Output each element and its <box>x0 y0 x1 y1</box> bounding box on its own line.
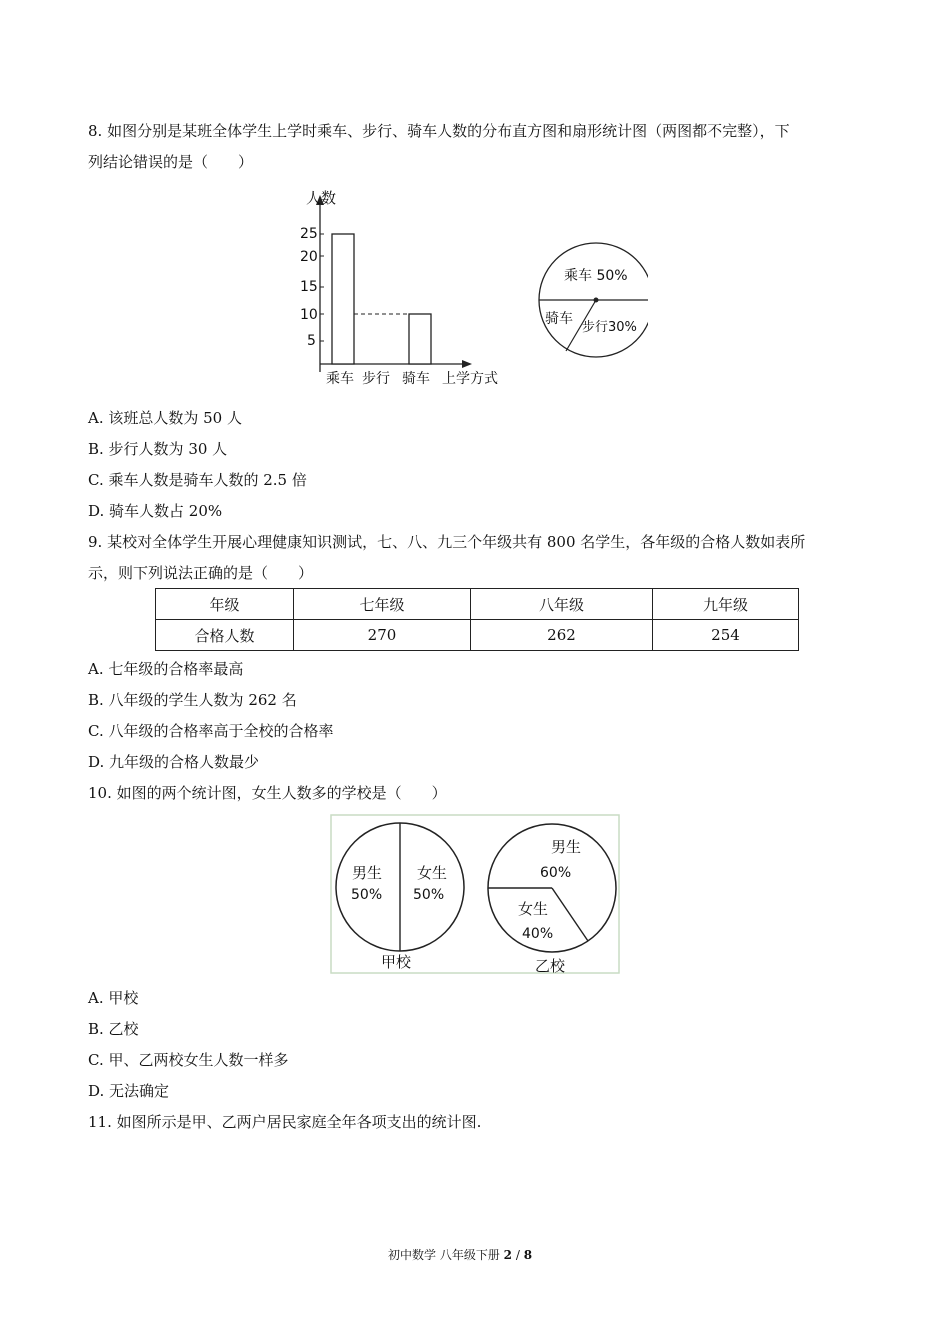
q8-option-a: A. 该班总人数为 50 人 <box>88 409 242 427</box>
q9-option-d: D. 九年级的合格人数最少 <box>88 753 260 771</box>
footer-page: 2 <box>503 1248 513 1262</box>
ytick-5: 5 <box>307 333 316 349</box>
q8-stem-line2: 列结论错误的是（ ） <box>88 153 254 171</box>
q10-option-d: D. 无法确定 <box>88 1082 170 1100</box>
q8-figure <box>296 188 648 388</box>
q10-figure <box>330 814 620 976</box>
footer-sep: / <box>515 1248 520 1262</box>
jia-female-label: 女生 <box>417 864 448 882</box>
table-row <box>156 620 799 651</box>
footer-subject: 初中数学 八年级下册 <box>388 1248 500 1262</box>
xcat-bike: 骑车 <box>402 371 430 387</box>
table-cell: 七年级 <box>294 589 471 620</box>
jia-female-pct: 50% <box>413 887 445 903</box>
q10-stem: 10. 如图的两个统计图，女生人数多的学校是（ ） <box>88 784 447 802</box>
q10-option-b: B. 乙校 <box>88 1020 139 1038</box>
yi-female-label: 女生 <box>518 900 549 918</box>
bar-bike <box>409 314 431 364</box>
page-footer <box>388 1246 532 1263</box>
q8-option-b: B. 步行人数为 30 人 <box>88 440 228 458</box>
yi-female-pct: 40% <box>522 926 554 942</box>
pie-center-dot <box>594 298 599 303</box>
bar-x-arrow <box>462 360 472 368</box>
ytick-25: 25 <box>300 226 318 242</box>
xcat-ride: 乘车 <box>326 371 354 387</box>
table-cell: 254 <box>653 620 799 651</box>
yi-male-label: 男生 <box>551 838 582 856</box>
table-row <box>156 589 799 620</box>
jia-male-label: 男生 <box>352 864 383 882</box>
q10-option-a: A. 甲校 <box>88 989 139 1007</box>
q8-stem-line1: 8. 如图分别是某班全体学生上学时乘车、步行、骑车人数的分布直方图和扇形统计图（两图都不完整），下 <box>88 122 790 140</box>
q9-stem-line1: 9. 某校对全体学生开展心理健康知识测试，七、八、九三个年级共有 800 名学生，各年级的合格人数如表所 <box>88 533 806 551</box>
yi-male-pct: 60% <box>540 865 572 881</box>
xcat-walk: 步行 <box>362 371 390 387</box>
q9-option-a: A. 七年级的合格率最高 <box>88 660 244 678</box>
table-cell: 270 <box>294 620 471 651</box>
table-cell: 262 <box>471 620 653 651</box>
q9-option-b: B. 八年级的学生人数为 262 名 <box>88 691 297 709</box>
table-cell: 九年级 <box>653 589 799 620</box>
q8-option-d: D. 骑车人数占 20% <box>88 502 223 520</box>
pie-label-walk: 步行30% <box>582 320 637 335</box>
q11-stem: 11. 如图所示是甲、乙两户居民家庭全年各项支出的统计图. <box>88 1113 482 1131</box>
q8-option-c: C. 乘车人数是骑车人数的 2.5 倍 <box>88 471 307 489</box>
table-cell: 合格人数 <box>156 620 294 651</box>
table-cell: 年级 <box>156 589 294 620</box>
yi-name: 乙校 <box>535 957 566 975</box>
bar-ylabel: 人数 <box>306 189 337 207</box>
ytick-15: 15 <box>300 279 318 295</box>
bar-ride <box>332 234 354 364</box>
jia-male-pct: 50% <box>351 887 383 903</box>
q9-option-c: C. 八年级的合格率高于全校的合格率 <box>88 722 334 740</box>
bar-xlabel: 上学方式 <box>442 371 498 387</box>
q10-option-c: C. 甲、乙两校女生人数一样多 <box>88 1051 289 1069</box>
q9-table <box>155 588 799 651</box>
q9-stem-line2: 示，则下列说法正确的是（ ） <box>88 564 314 582</box>
pie-label-ride: 乘车 50% <box>564 268 628 284</box>
table-cell: 八年级 <box>471 589 653 620</box>
ytick-20: 20 <box>300 249 318 265</box>
pie-label-bike: 骑车 <box>545 311 573 327</box>
jia-name: 甲校 <box>381 953 412 971</box>
ytick-10: 10 <box>300 307 318 323</box>
footer-total: 8 <box>523 1248 533 1262</box>
